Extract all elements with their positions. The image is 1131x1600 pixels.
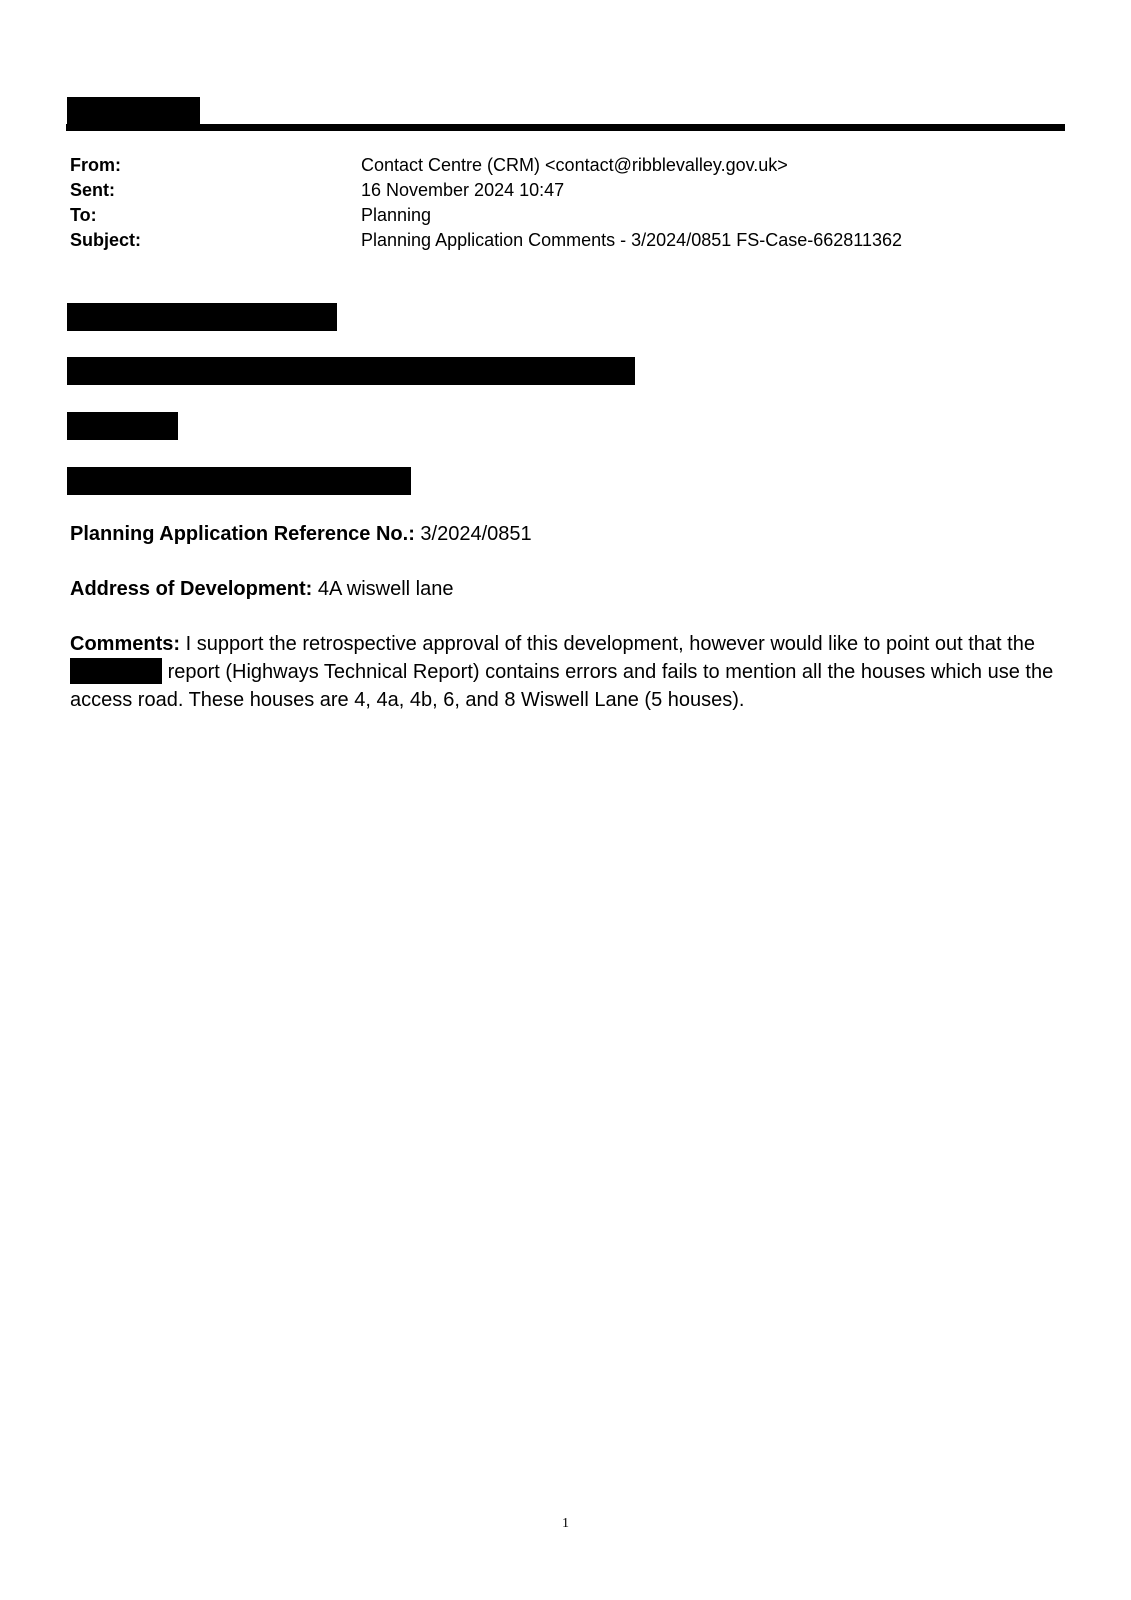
redacted-inline-name	[70, 658, 162, 684]
from-value: Contact Centre (CRM) <contact@ribblevalley.gov.uk>	[361, 155, 788, 175]
reference-value: 3/2024/0851	[420, 523, 532, 545]
comments-field	[70, 630, 1060, 714]
redacted-sender-name	[67, 97, 200, 127]
page-number: 1	[562, 1516, 569, 1531]
redacted-block-3	[67, 412, 178, 440]
reference-label: Planning Application Reference No.:	[70, 523, 415, 545]
subject-label: Subject:	[70, 230, 142, 250]
redacted-block-4	[67, 467, 411, 495]
from-label: From:	[70, 155, 121, 175]
email-from-row	[70, 153, 1070, 178]
to-value: Planning	[361, 205, 432, 225]
comments-text-part1: I support the retrospective approval of this development, however would like to point out that the	[185, 633, 1035, 655]
address-field	[70, 575, 1060, 603]
email-subject-row	[70, 228, 1070, 253]
comments-label: Comments:	[70, 633, 181, 655]
comments-text-part2: report (Highways Technical Report) contains errors and fails to mention all the houses which use the access road. These houses are 4, 4a, 4b, 6, and 8 Wiswell Lane (5 houses).	[70, 661, 1054, 711]
reference-field	[70, 520, 1060, 548]
address-value: 4A wiswell lane	[317, 578, 454, 600]
sent-value: 16 November 2024 10:47	[361, 180, 565, 200]
to-label: To:	[70, 205, 97, 225]
subject-value: Planning Application Comments - 3/2024/0851 FS-Case-662811362	[361, 230, 903, 250]
sent-label: Sent:	[70, 180, 115, 200]
redacted-block-2	[67, 357, 635, 385]
header-rule	[66, 124, 1065, 131]
email-sent-row	[70, 178, 1070, 203]
address-label: Address of Development:	[70, 578, 313, 600]
email-to-row	[70, 203, 1070, 228]
redacted-block-1	[67, 303, 337, 331]
